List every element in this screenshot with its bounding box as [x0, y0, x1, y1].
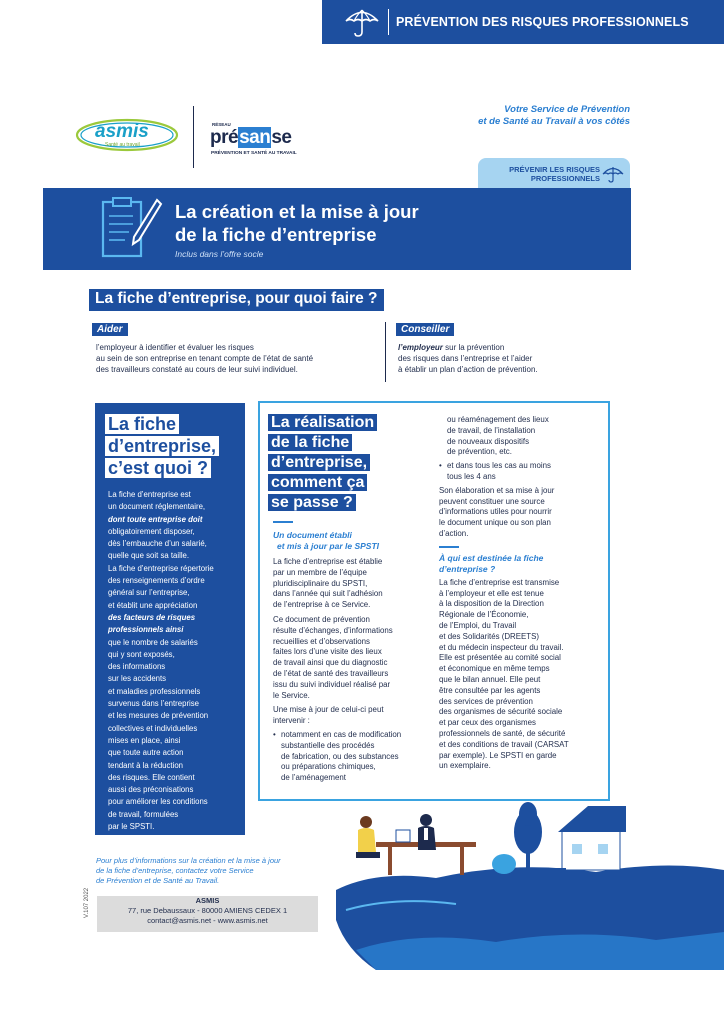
logo-divider: [193, 106, 194, 168]
divider-dash: [273, 521, 293, 523]
tab-label: PRÉVENIR LES RISQUES PROFESSIONNELS: [509, 165, 600, 183]
left-box-body: La fiche d’entreprise est un document réglementaire, dont toute entreprise doit obligatoirement disposer, dès l’embauche d’un salarié, quelle que soit sa taille. La fiche d’entreprise répertorie des renseignements d’ordre général sur l’entreprise, et établit une appréciation des facteurs de risques professionnels ainsi que le nombre de salariés qui y sont exposés, des informations sur les accidents et maladies professionnels survenus dans l’entreprise et les mesures de prévention collectives et individuelles mises en place, ainsi que toute autre action tendant à la réduction des risques. Elle contient aussi des préconisations pour améliorer les conditions de travail, formulées par le SPSTI.: [108, 490, 214, 832]
umbrella-icon: [344, 6, 380, 38]
right-col2: ou réaménagement des lieux de travail, de l’installation de nouveaux dispositifs de prévention, etc. • et dans tous les cas au moins tous les 4 ans Son élaboration et sa mise à jour peuvent constituer une source d’informations utiles pour nourrir le document unique ou son plan d’action. À qui est destinée la fiche d’entreprise ? La fiche d’entreprise est transmise à l’employeur et elle est tenue à la disposition de la Direction Régionale de l’Économie, de l’Emploi, du Travail et des Solidarités (DREETS) et du médecin inspecteur du travail. Elle est présentée au comité social et économique en même temps que le bilan annuel. Elle peut être consultée par les agents des services de prévention des organismes de sécurité sociale et par ceux des organismes professionnels de santé, de sécurité et des conditions de travail (CARSAT par exemple). Le SPSTI en garde un exemplaire.: [439, 415, 601, 772]
top-band: [322, 0, 724, 44]
title-banner: [43, 188, 631, 270]
conseiller-label: Conseiller: [396, 323, 454, 336]
presanse-logo: [210, 122, 330, 162]
tagline: Votre Service de Prévention et de Santé au Travail à vos côtés: [478, 104, 630, 127]
section-heading: La fiche d’entreprise, pour quoi faire ?: [89, 289, 384, 311]
subheading-spsti: Un document établi et mis à jour par le SPSTI: [273, 530, 380, 551]
subheading-destinataires: À qui est destinée la fiche d’entreprise ?: [439, 552, 544, 574]
aider-label: Aider: [92, 323, 128, 336]
asmis-sub: Santé au travail: [105, 142, 140, 148]
asmis-name: asmis: [95, 121, 149, 142]
asmis-logo: [75, 115, 180, 155]
band-title: PRÉVENTION DES RISQUES PROFESSIONNELS: [396, 15, 689, 29]
left-box-title: La fiche d’entreprise, c’est quoi ?: [105, 413, 219, 479]
bullet-item: • et dans tous les cas au moins tous les 4 ans: [439, 461, 551, 481]
bullet-item: • notamment en cas de modification substantielle des procédés de fabrication, ou des substances ou préparations chimiques, de l’aménagement: [273, 729, 402, 783]
document-code: V.107 2022: [84, 887, 90, 918]
bullet-continuation: ou réaménagement des lieux de travail, de l’installation de nouveaux dispositifs de prévention, etc.: [447, 415, 549, 457]
banner-subtitle: Inclus dans l’offre socle: [175, 249, 264, 259]
left-box: [95, 403, 245, 835]
aider-text: l’employeur à identifier et évaluer les risques au sein de son entreprise en tenant compte de l’état de santé des travailleurs constaté au cours de leur suivi individuel.: [96, 343, 314, 374]
right-col1: La fiche d’entreprise est établie par un membre de l’équipe pluridisciplinaire du SPSTI, dans l’année qui suit l’adhésion de l’entreprise à ce Service. Ce document de prévention résulte d’échanges, d’informations recueillies et d’observations faites lors d’une visite des lieux de travail ainsi que du diagnostic de l’état de santé des travailleurs issu du suivi individuel réalisé par le Service. Une mise à jour de celui-ci peut intervenir : • notamment en cas de modification substantielle des procédés de fabrication, ou des substances ou préparations chimiques, de l’aménagement: [273, 557, 438, 784]
presanse-name: présanse: [210, 127, 292, 148]
presanse-reseau: RÉSEAU: [212, 122, 231, 127]
band-separator: [388, 9, 389, 35]
presanse-sub: PRÉVENTION ET SANTÉ AU TRAVAIL: [211, 151, 297, 156]
address-block: ASMIS 77, rue Debaussaux - 80000 AMIENS CEDEX 1 contact@asmis.net - www.asmis.net: [97, 896, 318, 932]
footer-note: Pour plus d’informations sur la création et la mise à jour de la fiche d’entreprise, contactez votre Service de Prévention et de Santé au Travail.: [96, 856, 281, 885]
umbrella-icon: [602, 164, 624, 184]
risk-tab: [478, 158, 630, 188]
banner-title: La création et la mise à jour de la fiche d’entreprise: [175, 201, 419, 245]
conseiller-text: l’employeur sur la prévention des risques dans l’entreprise et l’aider à établir un plan d’action de prévention.: [398, 343, 538, 374]
column-divider: [385, 322, 386, 382]
right-box-title: La réalisation de la fiche d’entreprise, comment ça se passe ?: [268, 413, 377, 513]
clipboard-pen-icon: [99, 196, 163, 262]
office-illustration: [336, 800, 724, 970]
